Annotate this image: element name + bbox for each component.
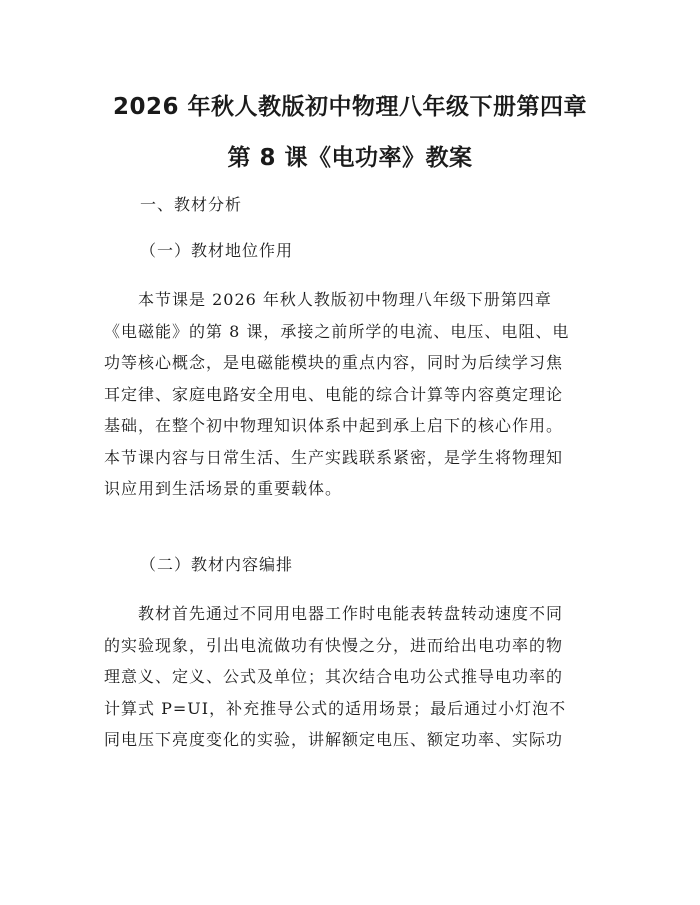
paragraph-line: 教材首先通过不同用电器工作时电能表转盘转动速度不同 <box>138 604 564 623</box>
section-heading-textbook-analysis: 一、教材分析 <box>140 195 243 214</box>
paragraph-line: 耳定律、家庭电路安全用电、电能的综合计算等内容奠定理论 <box>104 384 564 404</box>
paragraph-line: 本节课内容与日常生活、生产实践联系紧密，是学生将物理知 <box>104 447 564 467</box>
paragraph-line: 识应用到生活场景的重要载体。 <box>104 479 343 498</box>
paragraph-line: 功等核心概念，是电磁能模块的重点内容，同时为后续学习焦 <box>104 353 564 372</box>
document-title-line-2: 第 8 课《电功率》教案 <box>227 145 473 171</box>
paragraph-line: 基础，在整个初中物理知识体系中起到承上启下的核心作用。 <box>104 416 564 435</box>
paragraph-line: 同电压下亮度变化的实验，讲解额定电压、额定功率、实际功 <box>104 730 564 749</box>
paragraph-content-arrangement <box>104 598 600 756</box>
paragraph-line: 的实验现象，引出电流做功有快慢之分，进而给出电功率的物 <box>104 635 564 655</box>
paragraph-line: 计算式 P=UI，补充推导公式的适用场景；最后通过小灯泡不 <box>104 698 567 718</box>
document-title-line-1: 2026 年秋人教版初中物理八年级下册第四章 <box>112 94 588 120</box>
paragraph-line: 理意义、定义、公式及单位；其次结合电功公式推导电功率的 <box>104 667 564 686</box>
paragraph-line: 《电磁能》的第 8 课，承接之前所学的电流、电压、电阻、电 <box>104 321 570 341</box>
subsection-heading-textbook-position: （一）教材地位作用 <box>140 241 294 260</box>
paragraph-textbook-position <box>104 284 600 505</box>
subsection-heading-content-arrangement: （二）教材内容编排 <box>140 555 294 574</box>
paragraph-line: 本节课是 2026 年秋人教版初中物理八年级下册第四章 <box>138 290 552 309</box>
